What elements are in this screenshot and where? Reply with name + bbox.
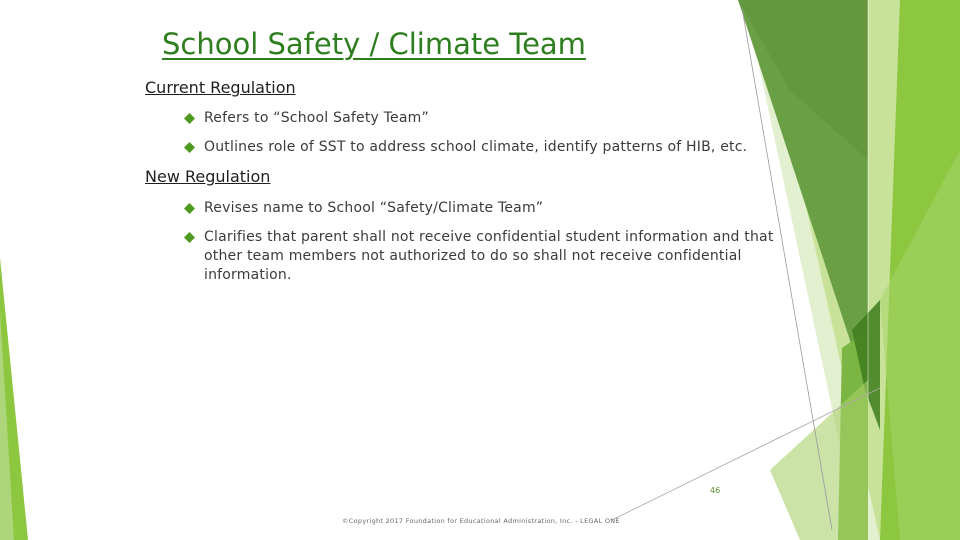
right-accent-soft (770, 380, 868, 540)
bullet-text: Clarifies that parent shall not receive confidential student information and that other team members not authorized to do so shall not receive confidential information. (204, 229, 774, 283)
bullet-item (184, 228, 779, 285)
section-heading-new-regulation: New Regulation (145, 167, 271, 186)
diamond-bullet-icon (184, 142, 195, 153)
bullet-item (184, 199, 779, 218)
slide-title: School Safety / Climate Team (162, 27, 586, 61)
bullet-item (184, 109, 779, 128)
diamond-bullet-icon (184, 232, 195, 243)
bullet-item (184, 138, 779, 157)
page-number: 46 (710, 486, 721, 495)
diamond-bullet-icon (184, 203, 195, 214)
bullet-text: Revises name to School “Safety/Climate Team” (204, 200, 544, 216)
bullet-text: Outlines role of SST to address school climate, identify patterns of HIB, etc. (204, 139, 748, 155)
section-heading-current-regulation: Current Regulation (145, 78, 296, 97)
diamond-bullet-icon (184, 113, 195, 124)
copyright-footer: ©Copyright 2017 Foundation for Educational Administration, Inc. - LEGAL ONE (342, 517, 620, 525)
bullet-text: Refers to “School Safety Team” (204, 110, 429, 126)
